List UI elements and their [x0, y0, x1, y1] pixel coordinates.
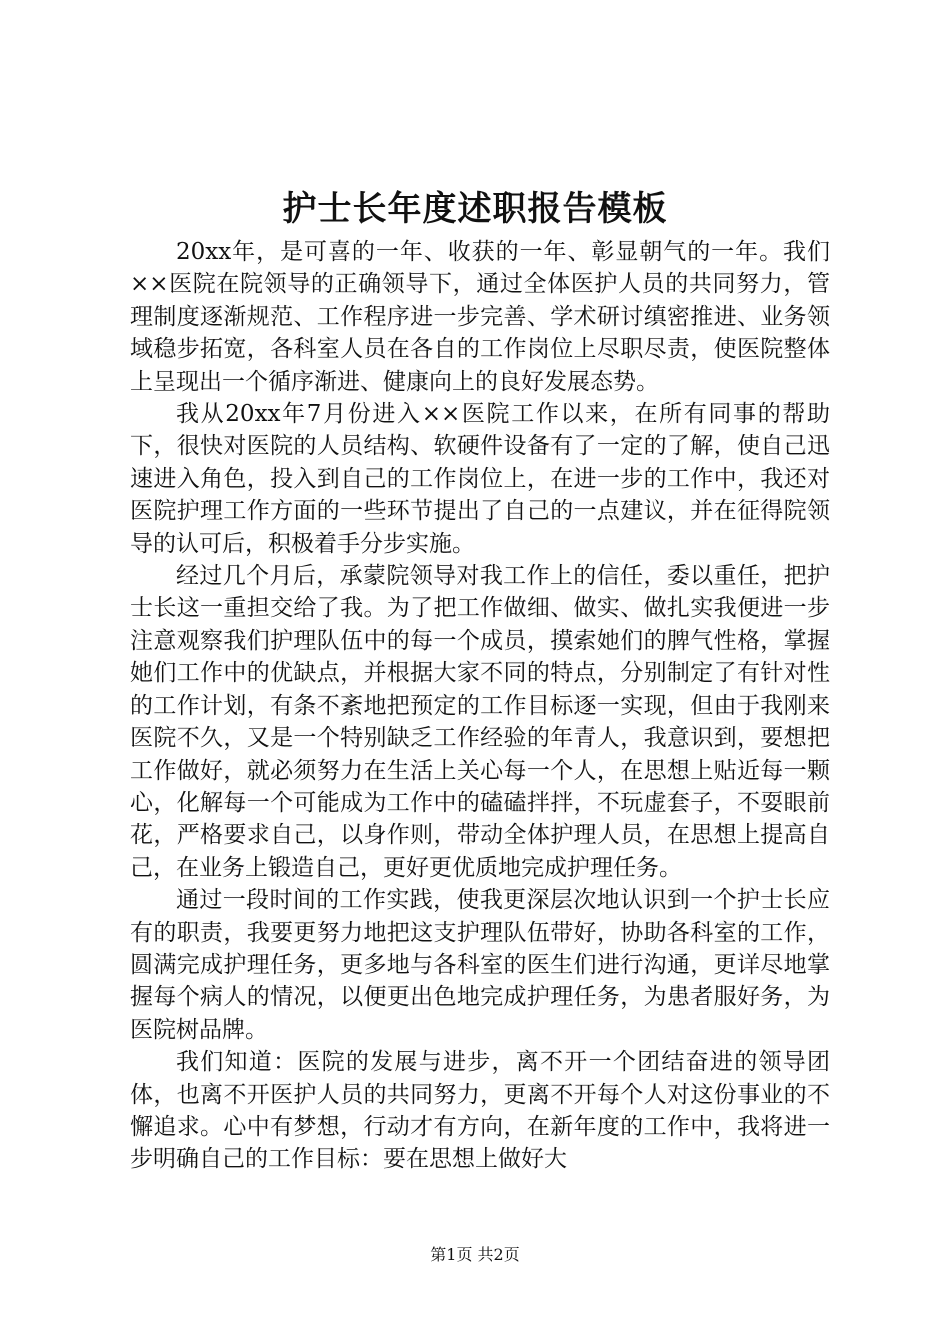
paragraph-4: 通过一段时间的工作实践，使我更深层次地认识到一个护士长应有的职责，我要更努力地把这支护理队伍带好，协助各科室的工作，圆满完成护理任务，更多地与各科室的医生们进行沟通，更详尽地掌握每个病人的情况，以便更出色地完成护理任务，为患者服好务，为医院树品牌。 — [130, 887, 830, 1043]
paragraph-3: 经过几个月后，承蒙院领导对我工作上的信任，委以重任，把护士长这一重担交给了我。为了把工作做细、做实、做扎实我便进一步注意观察我们护理队伍中的每一个成员，摸索她们的脾气性格，掌握她们工作中的优缺点，并根据大家不同的特点，分别制定了有针对性的工作计划，有条不紊地把预定的工作目标逐一实现，但由于我刚来医院不久，又是一个特别缺乏工作经验的年青人，我意识到，要想把工作做好，就必须努力在生活上关心每一个人，在思想上贴近每一颗心，化解每一个可能成为工作中的磕磕拌拌，不玩虚套子，不耍眼前花，严格要求自己，以身作则，带动全体护理人员，在思想上提高自己，在业务上锻造自己，更好更优质地完成护理任务。 — [130, 563, 830, 881]
paragraph-1: 20xx年，是可喜的一年、收获的一年、彰显朝气的一年。我们××医院在院领导的正确领导下，通过全体医护人员的共同努力，管理制度逐渐规范、工作程序进一步完善、学术研讨缜密推进、业务领域稳步拓宽，各科室人员在各自的工作岗位上尽职尽责，使医院整体上呈现出一个循序渐进、健康向上的良好发展态势。 — [130, 239, 830, 395]
document-title: 护士长年度述职报告模板 — [282, 189, 668, 229]
paragraph-5: 我们知道：医院的发展与进步，离不开一个团结奋进的领导团体，也离不开医护人员的共同努力，更离不开每个人对这份事业的不懈追求。心中有梦想，行动才有方向，在新年度的工作中，我将进一步明确自己的工作目标：要在思想上做好大 — [130, 1049, 830, 1173]
document-body — [130, 236, 830, 1176]
page-number-footer: 第1页 共2页 — [430, 1245, 520, 1264]
paragraph-2: 我从20xx年7月份进入××医院工作以来，在所有同事的帮助下，很快对医院的人员结构、软硬件设备有了一定的了解，使自己迅速进入角色，投入到自己的工作岗位上，在进一步的工作中，我还对医院护理工作方面的一些环节提出了自己的一点建议，并在征得院领导的认可后，积极着手分步实施。 — [130, 401, 830, 557]
